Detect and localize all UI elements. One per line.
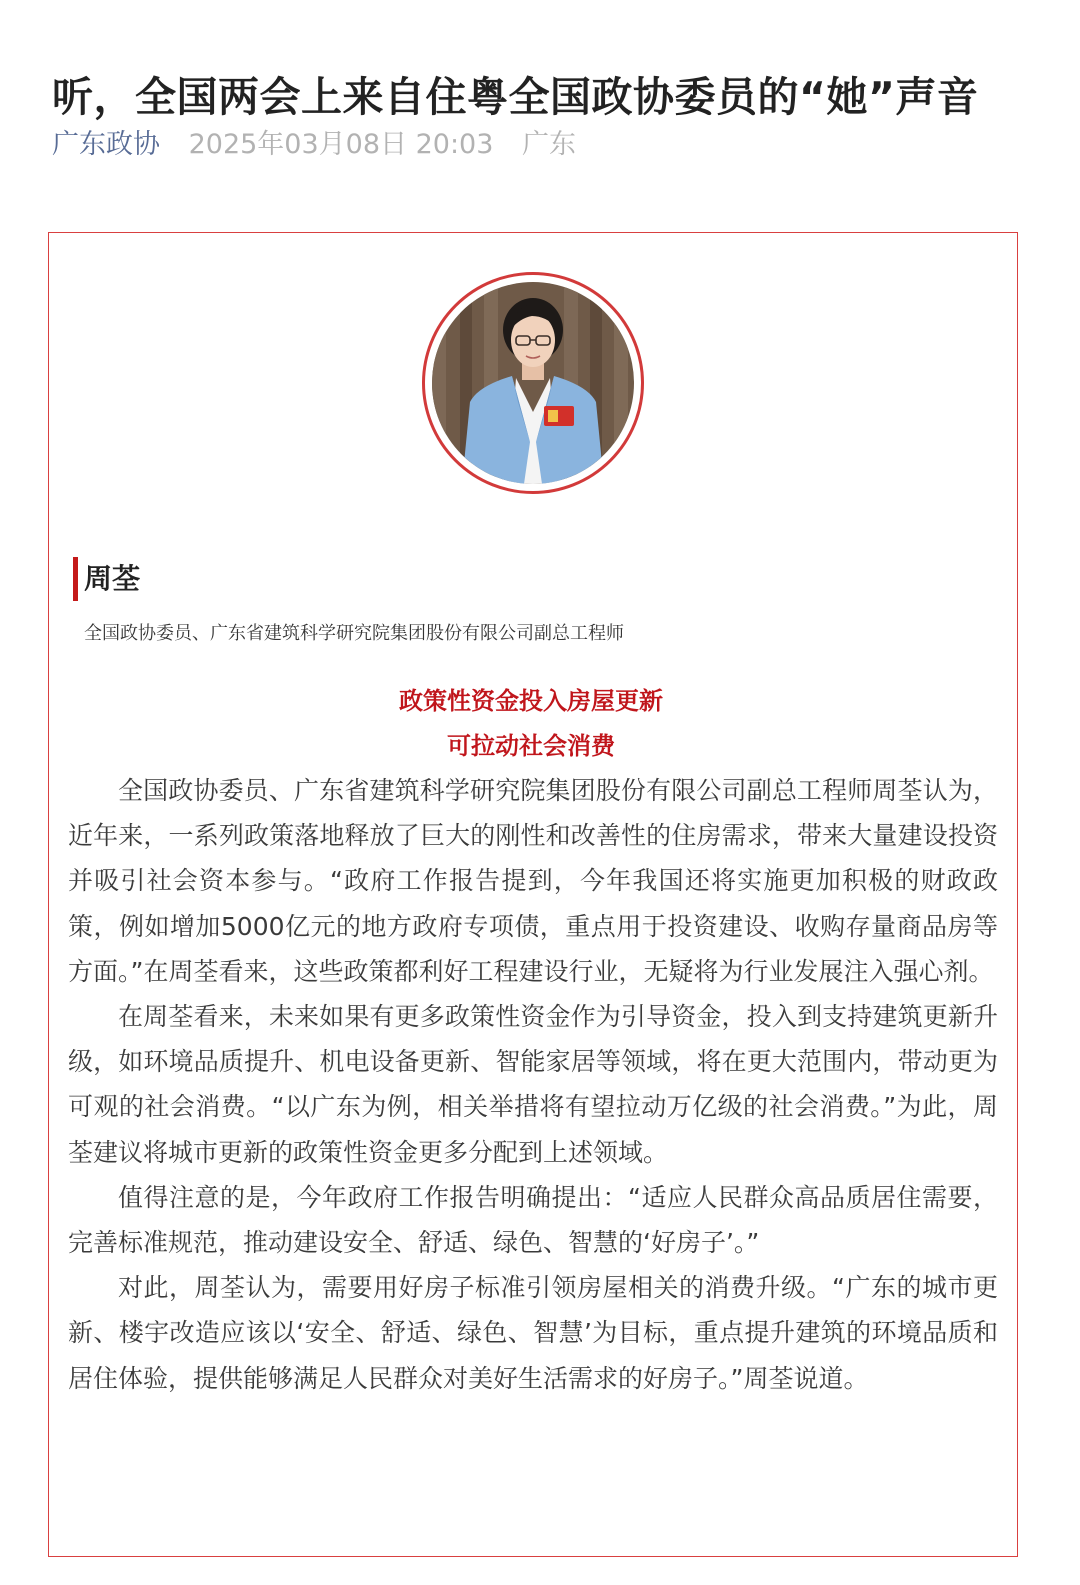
name-accent-bar bbox=[73, 557, 78, 601]
section-headline-line1: 政策性资金投入房屋更新 bbox=[399, 687, 663, 715]
paragraph: 对此，周荃认为，需要用好房子标准引领房屋相关的消费升级。“广东的城市更新、楼宇改造应该以‘安全、舒适、绿色、智慧’为目标，重点提升建筑的环境品质和居住体验，提供能够满足人民群众对美好生活需求的好房子。”周荃说道。 bbox=[68, 1273, 998, 1393]
account-name-link[interactable]: 广东政协 bbox=[52, 129, 160, 160]
section-headline-line2: 可拉动社会消费 bbox=[447, 732, 615, 760]
article-title: 听，全国两会上来自住粤全国政协委员的“她”声音 bbox=[52, 73, 979, 122]
member-position: 全国政协委员、广东省建筑科学研究院集团股份有限公司副总工程师 bbox=[84, 623, 624, 644]
publish-date: 2025年03月08日 20:03 bbox=[188, 129, 494, 160]
publish-location: 广东 bbox=[522, 129, 577, 160]
article-meta bbox=[52, 123, 576, 167]
avatar bbox=[432, 282, 634, 484]
article-body bbox=[68, 768, 998, 1401]
portrait-photo bbox=[432, 282, 634, 484]
paragraph: 在周荃看来，未来如果有更多政策性资金作为引导资金，投入到支持建筑更新升级，如环境品质提升、机电设备更新、智能家居等领域，将在更大范围内，带动更为可观的社会消费。“以广东为例，相关举措将有望拉动万亿级的社会消费。”为此，周荃建议将城市更新的政策性资金更多分配到上述领域。 bbox=[68, 1002, 998, 1167]
paragraph: 全国政协委员、广东省建筑科学研究院集团股份有限公司副总工程师周荃认为，近年来，一系列政策落地释放了巨大的刚性和改善性的住房需求，带来大量建设投资并吸引社会资本参与。“政府工作报告提到，今年我国还将实施更加积极的财政政策，例如增加5000亿元的地方政府专项债，重点用于投资建设、收购存量商品房等方面。”在周荃看来，这些政策都利好工程建设行业，无疑将为行业发展注入强心剂。 bbox=[68, 776, 998, 986]
paragraph: 值得注意的是，今年政府工作报告明确提出：“适应人民群众高品质居住需要，完善标准规范，推动建设安全、舒适、绿色、智慧的‘好房子’。” bbox=[68, 1182, 998, 1258]
member-name: 周荃 bbox=[84, 562, 141, 595]
